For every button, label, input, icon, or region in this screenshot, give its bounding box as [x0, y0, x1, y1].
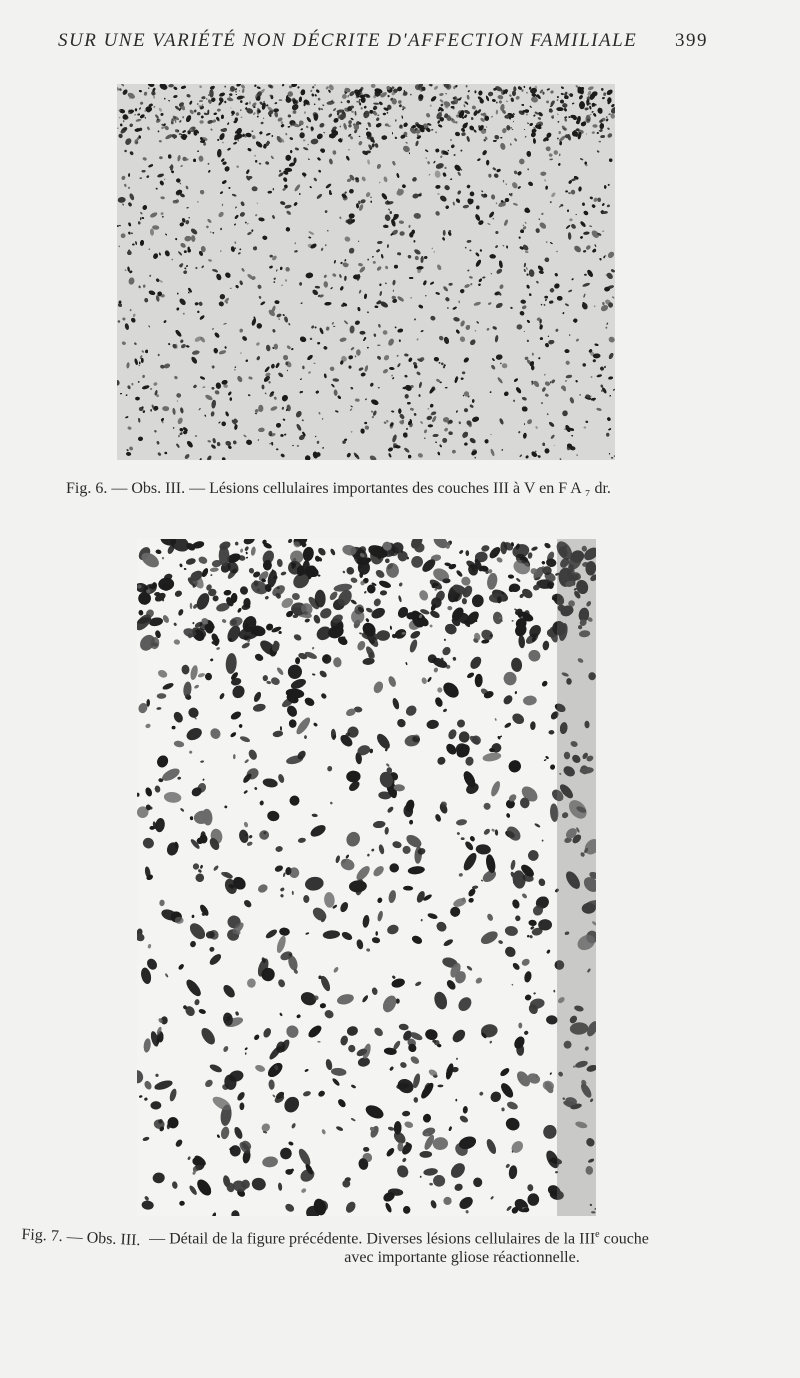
figure-7-image: [137, 539, 596, 1216]
figure-6-photomicrograph: [117, 84, 615, 460]
figure-6-caption: Fig. 6. — Obs. III. — Lésions cellulaires importantes des couches III à V en F A ₇ dr.: [66, 480, 611, 497]
caption-line-1: — Détail de la figure précédente. Diverses lésions cellulaires de la III: [149, 1230, 596, 1248]
figure-7-photomicrograph: [137, 539, 596, 1216]
page-number: 399: [675, 30, 708, 51]
caption-superscript: e: [595, 1229, 600, 1240]
figure-7-label: Fig. 7. — Obs. III.: [21, 1225, 141, 1250]
figure-7-caption-text: [149, 1225, 649, 1248]
figure-6-image: [117, 84, 615, 460]
figure-7-caption: [22, 1225, 782, 1267]
running-title: SUR UNE VARIÉTÉ NON DÉCRITE D'AFFECTION FAMILIALE: [58, 30, 638, 51]
caption-line-2: avec importante gliose réactionnelle.: [344, 1249, 580, 1267]
running-head: [58, 30, 708, 52]
caption-line-1-end: couche: [599, 1230, 649, 1248]
